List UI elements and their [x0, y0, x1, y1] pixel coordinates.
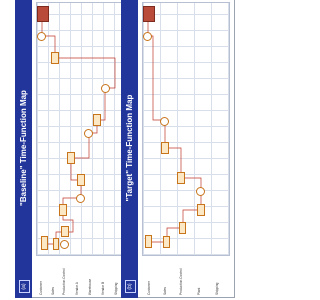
process-box: [179, 222, 186, 234]
process-box: [53, 238, 59, 250]
process-flow-lines: [15, 0, 129, 298]
process-box: [177, 172, 185, 184]
row-label-customer: Customer: [39, 281, 43, 295]
process-box: [145, 235, 152, 248]
process-flow-lines: [121, 0, 235, 298]
process-box: [51, 52, 59, 64]
row-label-warehouse: Warehouse: [88, 278, 92, 295]
wait-circle: [143, 32, 152, 41]
wait-circle: [84, 129, 93, 138]
slide-tag: (a): [19, 280, 30, 293]
row-label-production-control: Production Control: [62, 268, 66, 295]
row-label-customer: Customer: [147, 281, 151, 295]
wait-circle: [76, 194, 85, 203]
process-box: [41, 236, 48, 250]
row-label-sales: Sales: [163, 287, 167, 295]
slide-title: "Baseline" Time-Function Map: [19, 90, 28, 206]
row-label-sales: Sales: [51, 287, 55, 295]
wait-circle: [101, 84, 110, 93]
row-label-plant: Plant: [197, 287, 201, 295]
process-box: [161, 142, 169, 154]
process-box: [61, 226, 69, 237]
process-box: [59, 204, 67, 216]
process-box: [163, 236, 170, 248]
delivery-box: [37, 6, 49, 22]
process-box: [197, 204, 205, 216]
row-label-production-control: Production Control: [179, 268, 183, 295]
wait-circle: [60, 240, 69, 249]
process-box: [93, 114, 101, 126]
wait-circle: [37, 32, 46, 41]
delivery-box: [143, 6, 155, 22]
slide-title: "Target" Time-Function Map: [125, 94, 134, 202]
target-map-slide: [121, 0, 235, 298]
wait-circle: [160, 117, 169, 126]
wait-circle: [196, 187, 205, 196]
process-box: [77, 174, 85, 186]
row-label-vendor-b: Vendor B: [101, 281, 105, 295]
process-box: [67, 152, 75, 164]
row-label-shipping: Shipping: [114, 282, 118, 295]
row-label-shipping: Shipping: [215, 282, 219, 295]
baseline-map-slide: [15, 0, 129, 298]
row-label-vendor-a: Vendor A: [75, 282, 79, 295]
slide-tag: (b): [125, 280, 136, 293]
